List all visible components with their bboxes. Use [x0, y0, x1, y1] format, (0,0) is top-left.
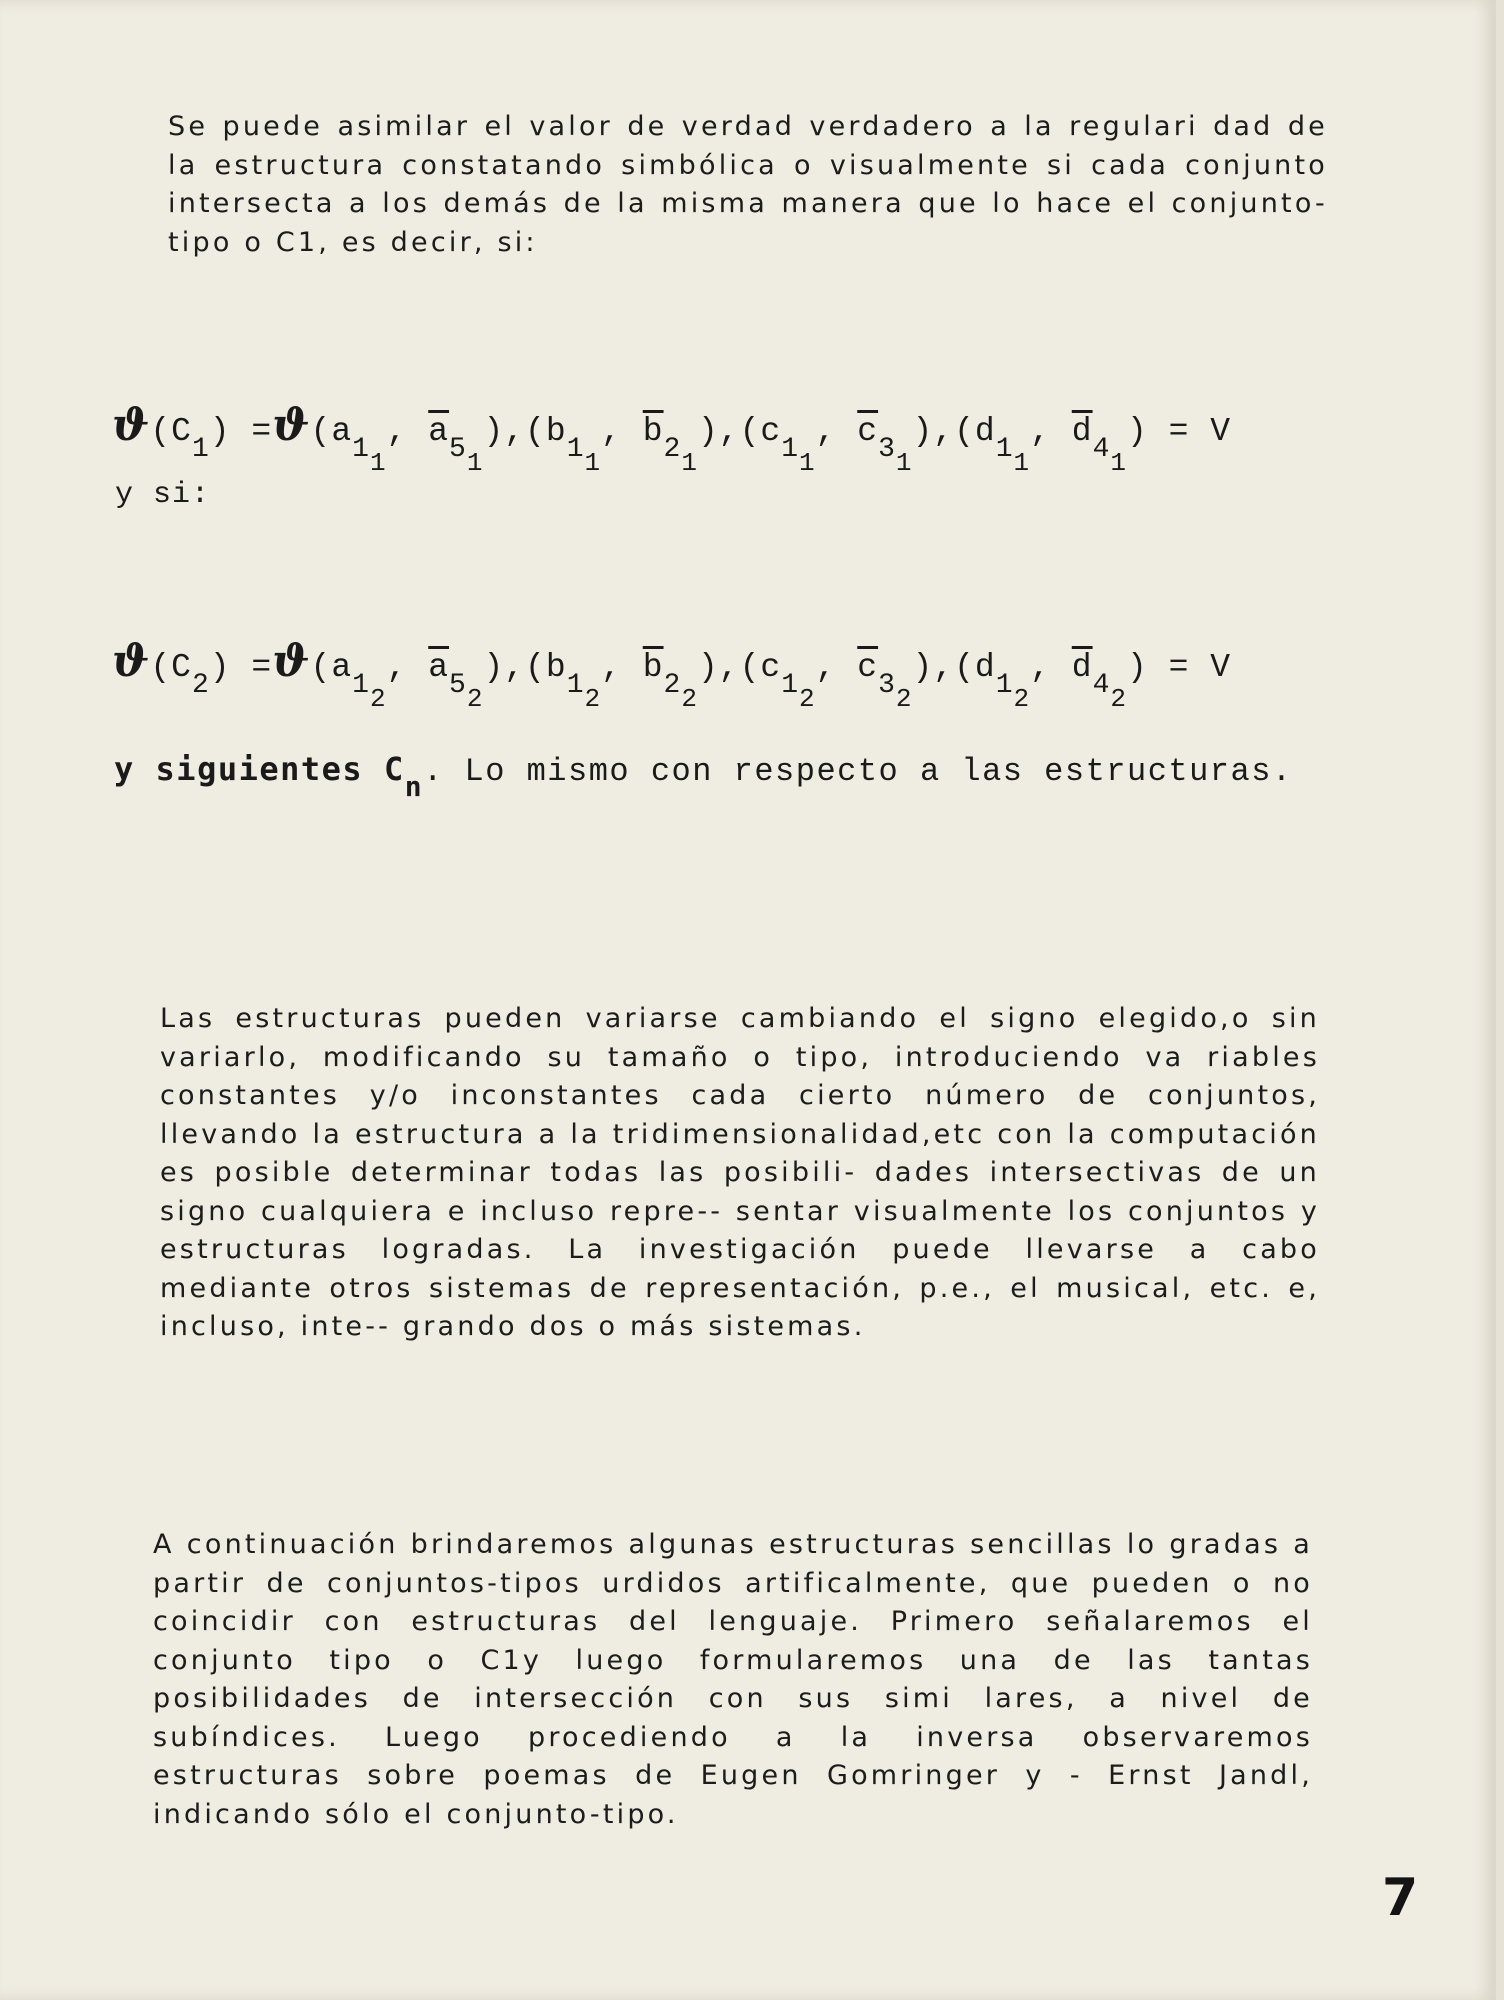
formula-result: = V — [1168, 413, 1232, 450]
index: 2 — [466, 684, 484, 714]
index: 1 — [566, 670, 585, 701]
index: 4 — [1092, 434, 1111, 465]
set-index: 2 — [191, 670, 210, 701]
comma: , — [601, 649, 622, 686]
index: 5 — [449, 670, 467, 701]
var-a: a — [331, 649, 353, 686]
var-c: c — [760, 649, 782, 686]
equals-sign: = — [251, 413, 273, 450]
index: 2 — [1110, 684, 1127, 714]
theta-symbol: ϑ — [272, 400, 311, 451]
index: 1 — [1110, 448, 1127, 478]
comma: , — [1030, 413, 1051, 450]
var-d: d — [974, 413, 996, 450]
index: 1 — [895, 448, 913, 478]
var-a-bar: $\overline{a}$ — [428, 413, 450, 450]
var-a-bar: $\overline{a}$ — [428, 649, 450, 686]
page-number: 7 — [1382, 1868, 1419, 1928]
set-symbol: C — [171, 413, 192, 450]
comma: , — [386, 649, 408, 686]
theta-symbol: ϑ — [112, 400, 151, 451]
index: 2 — [895, 684, 913, 714]
comma: , — [815, 649, 837, 686]
index: 2 — [584, 684, 602, 714]
var-b: b — [545, 413, 567, 450]
formula-c1: $ϑ(C_1) =ϑ(a_{1_1}$, $\overline{a}_{5_1}),(b_{1_1}$, $\overline{b}_{2_1}),(c_{1_1}$, $\overline{c}_{3_1}),(d_{1_1}$, $\overline{d}_{4_1}) = V$ — [112, 400, 1232, 478]
index: 1 — [781, 434, 800, 465]
index: 1 — [799, 448, 816, 478]
comma: , — [386, 413, 408, 450]
index: 2 — [681, 684, 698, 714]
comma: , — [601, 413, 622, 450]
var-a: a — [331, 413, 353, 450]
index: 1 — [995, 670, 1014, 701]
index: 1 — [369, 448, 387, 478]
continuation-index: n — [404, 770, 424, 803]
index: 1 — [995, 434, 1014, 465]
index: 1 — [352, 670, 370, 701]
var-b-bar: $\overline{b}$ — [642, 649, 664, 686]
var-d-bar: $\overline{d}$ — [1071, 649, 1093, 686]
index: 5 — [449, 434, 467, 465]
continuation-lead: y siguientes C — [114, 750, 405, 788]
index: 1 — [584, 448, 602, 478]
theta-symbol: ϑ — [272, 636, 311, 687]
index: 1 — [1013, 448, 1031, 478]
index: 2 — [1013, 684, 1031, 714]
index: 2 — [799, 684, 816, 714]
index: 2 — [663, 670, 682, 701]
index: 1 — [466, 448, 484, 478]
var-d-bar: $\overline{d}$ — [1071, 413, 1093, 450]
paragraph-variations: Las estructuras pueden variarse cambiando el signo elegido,o sin variarlo, modificando su tamaño o tipo, introduciendo va riables constantes y/o inconstantes cada cierto número de conjuntos, llevando la estructura a la tridimensionalidad,etc con la computación es posible determinar todas las posibili- dades intersectivas de un signo cualquiera e incluso repre-- sentar visualmente los conjuntos y estructuras logradas. La investigación puede llevarse a cabo mediante otros sistemas de representación, p.e., el musical, etc. e, incluso, inte-- grando dos o más sistemas. — [160, 1003, 1320, 1342]
var-c-bar: $\overline{c}$ — [857, 413, 879, 450]
index: 1 — [566, 434, 585, 465]
theta-symbol: ϑ — [112, 636, 151, 687]
comma: , — [1030, 649, 1051, 686]
set-index: 1 — [191, 434, 210, 465]
var-b: b — [545, 649, 567, 686]
comma: , — [815, 413, 837, 450]
index: 1 — [352, 434, 370, 465]
equals-sign: = — [251, 649, 273, 686]
formula-c2: $ϑ(C_2) =ϑ(a_{1_2}$, $\overline{a}_{5_2}),(b_{1_2}$, $\overline{b}_{2_2}),(c_{1_2}$, $\overline{c}_{3_2}),(d_{1_2}$, $\overline{d}_{4_2}) = V$ — [112, 636, 1232, 714]
var-d: d — [974, 649, 996, 686]
index: 2 — [369, 684, 387, 714]
formula-result: = V — [1168, 649, 1232, 686]
formula-connector: y si: — [115, 478, 211, 512]
index: 1 — [681, 448, 698, 478]
index: 2 — [663, 434, 682, 465]
continuation-text: . Lo mismo con respecto a las estructuras. — [423, 753, 1293, 790]
formula-continuation — [114, 750, 1293, 803]
index: 1 — [781, 670, 800, 701]
var-b-bar: $\overline{b}$ — [642, 413, 664, 450]
set-symbol: C — [171, 649, 192, 686]
var-c: c — [760, 413, 782, 450]
paragraph-truth-value: Se puede asimilar el valor de verdad verdadero a la regulari dad de la estructura constatando simbólica o visualmente si cada conjunto intersecta a los demás de la misma manera que lo hace el conjunto-tipo o C1, es decir, si: — [168, 111, 1328, 258]
index: 3 — [878, 434, 896, 465]
index: 3 — [878, 670, 896, 701]
var-c-bar: $\overline{c}$ — [857, 649, 879, 686]
paragraph-continuation: A continuación brindaremos algunas estructuras sencillas lo gradas a partir de conjuntos-tipos urdidos artificalmente, que pueden o no coincidir con estructuras del lenguaje. Primero señalaremos el conjunto tipo o C1y luego formularemos una de las tantas posibilidades de intersección con sus simi lares, a nivel de subíndices. Luego procediendo a la inversa observaremos estructuras sobre poemas de Eugen Gomringer y - Ernst Jandl, indicando sólo el conjunto-tipo. — [153, 1529, 1313, 1830]
index: 4 — [1092, 670, 1111, 701]
